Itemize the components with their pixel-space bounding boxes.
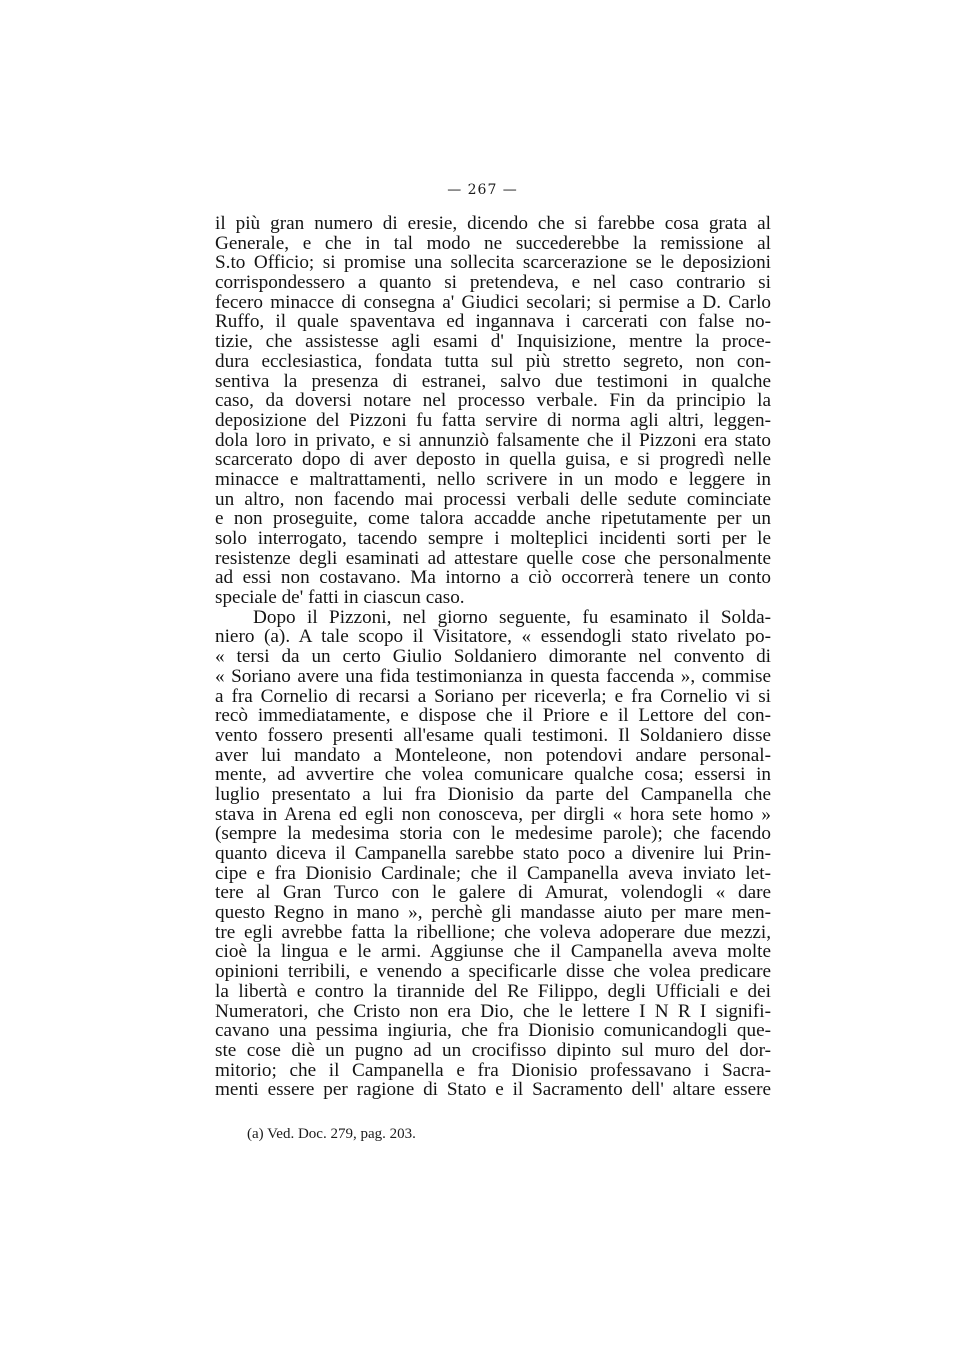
text-line: tere al Gran Turco con le galere di Amurat, volendogli « dare <box>215 882 771 904</box>
text-line: fecero minacce di consegna a' Giudici secolari; si permise a D. Carlo <box>215 291 771 313</box>
text-line: Numeratori, che Cristo non era Dio, che le lettere I N R I signifi- <box>215 1000 771 1022</box>
text-line: cioè la lingua e le armi. Aggiunse che il Campanella aveva molte <box>215 941 771 963</box>
text-line: dola loro in privato, e si annunziò falsamente che il Pizzoni era stato <box>215 429 771 451</box>
text-line: stava in Arena ed egli non conosceva, per dirgli « hora sete homo » <box>215 803 771 825</box>
text-line: sentiva la presenza di estranei, salvo due testimoni in qualche <box>215 370 771 392</box>
text-line: deposizione del Pizzoni fu fatta servire di norma agli altri, leggen- <box>215 409 771 431</box>
text-line: solo interrogato, tacendo sempre i molteplici incidenti sorti per le <box>215 528 771 549</box>
text-line: dura ecclesiastica, fondata tutta sul più stretto segreto, non con- <box>215 350 771 372</box>
text-line: e non proseguite, come talora accadde anche ripetutamente per un <box>215 508 771 530</box>
text-line: un altro, non facendo mai processi verbali delle sedute cominciate <box>215 488 771 510</box>
text-line: vento fossero presenti all'esame quali testimoni. Il Soldaniero disse <box>215 724 771 746</box>
text-line: corrispondessero a quanto si pretendeva, e nel caso contrario si <box>215 272 771 294</box>
footnote: (a) Ved. Doc. 279, pag. 203. <box>247 1126 416 1142</box>
text-line: Generale, e che in tal modo ne succederebbe la remissione al <box>215 232 771 254</box>
text-line: tizie, che assistesse agli esami d' Inquisizione, mentre la proce- <box>215 331 771 353</box>
text-line: (sempre la medesima storia con le medesime parole); che facendo <box>215 823 771 845</box>
text-line: aver lui mandato a Monteleone, non potendovi andare personal- <box>215 744 771 766</box>
text-line: a fra Cornelio di recarsi a Soriano per riceverla; e fra Cornelio vi si <box>215 685 771 707</box>
text-line: resistenze degli esaminati ad attestare quelle cose che personalmente <box>215 547 771 569</box>
text-line: « tersi da un certo Giulio Soldaniero dimorante nel convento di <box>215 646 771 668</box>
text-line: caso, da doversi notare nel processo verbale. Fin da principio la <box>215 390 771 412</box>
page-number: — 267 — <box>447 182 518 198</box>
text-line: cavano una pessima ingiuria, che fra Dionisio comunicandogli que- <box>215 1020 771 1042</box>
text-line: Dopo il Pizzoni, nel giorno seguente, fu esaminato il Solda- <box>253 606 771 628</box>
text-line: questo Regno in mano », perchè gli mandasse aiuto per mare men- <box>215 902 771 924</box>
text-line: luglio presentato a lui fra Dionisio da parte del Campanella che <box>215 783 771 805</box>
text-line: il più gran numero di eresie, dicendo che si farebbe cosa grata al <box>215 213 771 234</box>
text-line: minacce e maltrattamenti, nello scrivere in un modo e leggere in <box>215 468 771 490</box>
text-line: Ruffo, il quale spaventava ed ingannava i carcerati con false no- <box>215 311 771 333</box>
body-text <box>215 214 771 1100</box>
text-line: recò immediatamente, e dispose che il Priore e il Lettore del con- <box>215 705 771 727</box>
text-line: quanto diceva il Campanella sarebbe stato poco a divenire lui Prin- <box>215 843 771 864</box>
text-line: cipe e fra Dionisio Cardinale; che il Campanella aveva inviato let- <box>215 862 771 884</box>
text-line: menti essere per ragione di Stato e il Sacramento dell' altare essere <box>215 1079 771 1101</box>
text-line: niero (a). A tale scopo il Visitatore, « essendogli stato rivelato po- <box>215 626 771 648</box>
text-line: la libertà e contro la tirannide del Re Filippo, degli Ufficiali e dei <box>215 980 771 1002</box>
text-line: mente, ad avvertire che volea comunicare qualche cosa; essersi in <box>215 764 771 786</box>
text-line: « Soriano avere una fida testimonianza in questa faccenda », commise <box>215 665 771 687</box>
text-line: speciale de' fatti in ciascun caso. <box>215 587 465 609</box>
text-line: opinioni terribili, e venendo a specificarle disse che volea predicare <box>215 961 771 983</box>
text-line: scarcerato dopo di aver deposto in quella guisa, e si progredì nelle <box>215 449 771 471</box>
text-line: ad essi non costavano. Ma intorno a ciò occorrerà tenere un conto <box>215 567 771 589</box>
text-line: tre egli avrebbe fatta la ribellione; che voleva adoperare due mezzi, <box>215 921 771 943</box>
text-line: S.to Officio; si promise una sollecita scarcerazione se le deposizioni <box>215 252 771 274</box>
text-line: mitorio; che il Campanella e fra Dionisio professavano i Sacra- <box>215 1059 771 1081</box>
text-line: ste cose diè un pugno ad un crocifisso dipinto sul muro del dor- <box>215 1039 771 1061</box>
